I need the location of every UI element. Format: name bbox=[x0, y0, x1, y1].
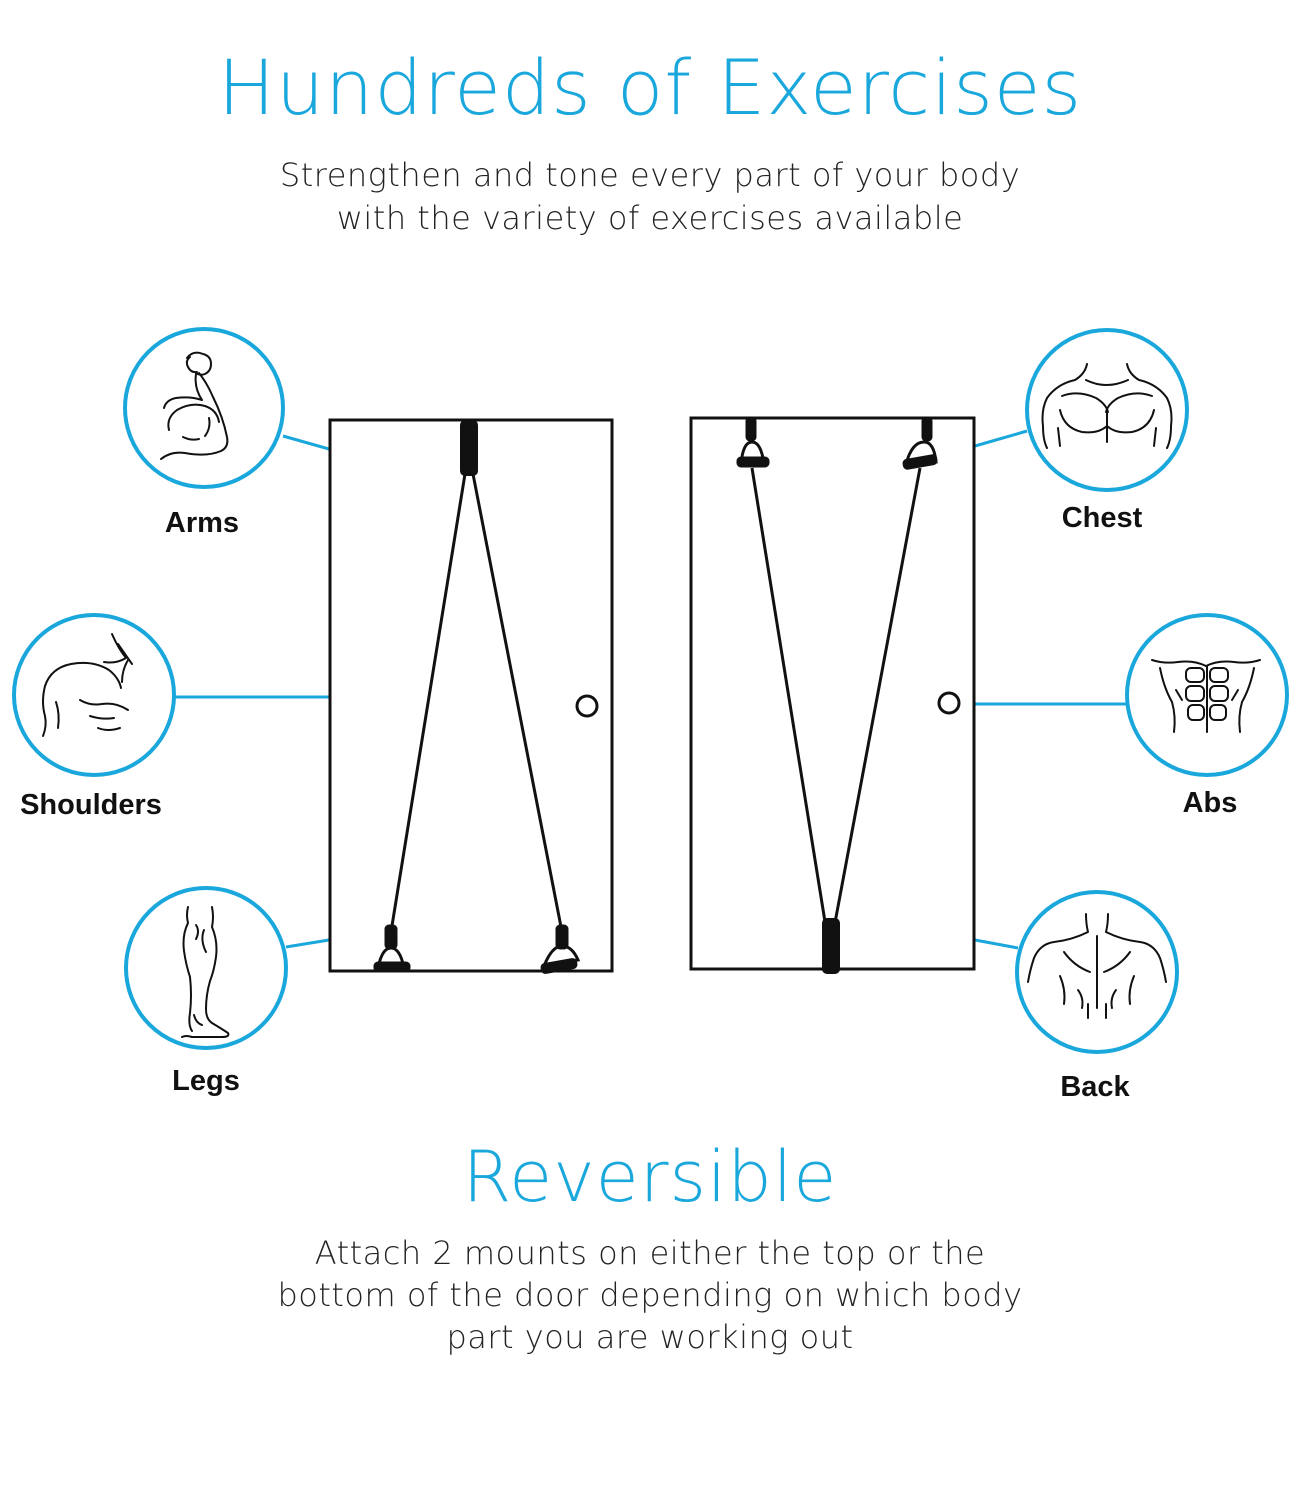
handle-right bbox=[542, 926, 578, 973]
band-right bbox=[834, 468, 920, 928]
arms-connector bbox=[283, 436, 329, 449]
band-left bbox=[391, 474, 465, 932]
door-left-knob bbox=[577, 696, 597, 716]
door-right-bottom-anchor bbox=[822, 918, 840, 974]
door-left bbox=[330, 420, 612, 973]
label-abs: Abs bbox=[1182, 787, 1238, 819]
description-line: Attach 2 mounts on either the top or the bbox=[314, 1234, 986, 1272]
door-right bbox=[691, 418, 974, 974]
label-legs: Legs bbox=[172, 1065, 240, 1097]
subtitle-line: Strengthen and tone every part of your body bbox=[279, 156, 1021, 194]
band-right bbox=[473, 474, 562, 932]
handle-top-left bbox=[738, 418, 768, 466]
door-right-frame bbox=[691, 418, 974, 969]
label-arms: Arms bbox=[164, 507, 240, 539]
handle-left bbox=[375, 926, 409, 971]
door-right-knob bbox=[939, 693, 959, 713]
back-connector bbox=[975, 940, 1018, 948]
legs-connector bbox=[286, 940, 329, 947]
handle-top-right bbox=[904, 418, 937, 469]
chest-connector bbox=[975, 431, 1027, 446]
label-chest: Chest bbox=[1061, 502, 1143, 534]
label-back: Back bbox=[1060, 1071, 1130, 1103]
label-shoulders: Shoulders bbox=[20, 789, 162, 821]
page-title: Hundreds of Exercises bbox=[217, 43, 1083, 132]
description-line: part you are working out bbox=[446, 1318, 854, 1356]
arms-circle bbox=[125, 329, 283, 487]
description-line: bottom of the door depending on which body bbox=[277, 1276, 1023, 1314]
reversible-title: Reversible bbox=[462, 1136, 838, 1218]
shoulders-circle bbox=[14, 615, 174, 775]
legs-circle bbox=[126, 888, 286, 1048]
door-left-top-anchor bbox=[460, 420, 478, 476]
reversible-description bbox=[0, 1232, 1300, 1358]
door-left-frame bbox=[330, 420, 612, 971]
band-left bbox=[752, 468, 826, 928]
subtitle-line: with the variety of exercises available bbox=[336, 199, 964, 237]
